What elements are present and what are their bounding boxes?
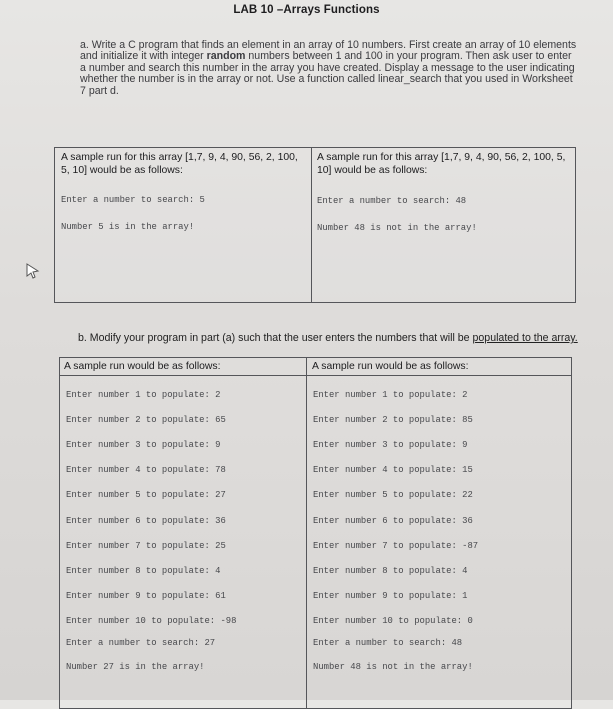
console-line: Enter number 1 to populate: 2 <box>313 390 468 400</box>
console-line: Enter number 10 to populate: -98 <box>66 616 237 626</box>
console-line: Enter number 5 to populate: 27 <box>66 490 226 500</box>
part-a-sample-table <box>54 147 576 303</box>
console-line: Enter number 6 to populate: 36 <box>66 516 226 526</box>
console-line: Enter number 4 to populate: 15 <box>313 465 473 475</box>
console-line: Enter number 8 to populate: 4 <box>313 566 468 576</box>
console-line: Number 48 is not in the array! <box>313 662 473 672</box>
mouse-cursor-icon <box>24 262 42 280</box>
console-line: Enter number 9 to populate: 1 <box>313 591 468 601</box>
console-line: Enter number 5 to populate: 22 <box>313 490 473 500</box>
table-divider <box>311 148 312 302</box>
console-line: Enter number 1 to populate: 2 <box>66 390 221 400</box>
console-line: Enter number 6 to populate: 36 <box>313 516 473 526</box>
part-a-text-end: numbers between 1 and 100 in your program. Then ask user to enter a number and search this number in the array you have created. Display a message to the user indicating whether the number is in the array or not. Use a function called linear_search that you used in Worksheet 7 part d. <box>80 50 575 97</box>
part-b-instructions <box>78 333 578 344</box>
part-a-instructions <box>80 40 580 97</box>
part-a-text: a. Write a C program that finds an element in an array of 10 numbers. First create an array of 10 elements and initialize it with integer <box>80 39 577 63</box>
part-b-underlined-text: populated to the array. <box>472 332 578 344</box>
left-search-prompt: Enter a number to search: 5 <box>61 195 205 205</box>
page-title: LAB 10 –Arrays Functions <box>233 4 380 16</box>
left-sample-header: A sample run for this array [1,7, 9, 4, 90, 56, 2, 100, 5, 10] would be as follows: <box>61 152 298 176</box>
console-line: Enter number 3 to populate: 9 <box>66 440 221 450</box>
left-search-result: Number 5 is in the array! <box>61 222 195 232</box>
console-line: Enter number 2 to populate: 85 <box>313 415 473 425</box>
console-line: Enter number 8 to populate: 4 <box>66 566 221 576</box>
part-b-text: b. Modify your program in part (a) such that the user enters the numbers that will be <box>78 332 473 344</box>
console-line: Enter number 3 to populate: 9 <box>313 440 468 450</box>
table-divider <box>306 358 307 708</box>
left-sample-header: A sample run would be as follows: <box>64 361 221 372</box>
console-line: Enter number 4 to populate: 78 <box>66 465 226 475</box>
console-line: Enter number 9 to populate: 61 <box>66 591 226 601</box>
right-sample-header: A sample run for this array [1,7, 9, 4, 90, 56, 2, 100, 5, 10] would be as follows: <box>317 152 566 176</box>
part-a-bold-word: random <box>206 50 246 63</box>
right-sample-header: A sample run would be as follows: <box>312 361 469 372</box>
right-search-result: Number 48 is not in the array! <box>317 223 477 233</box>
console-line: Number 27 is in the array! <box>66 662 205 672</box>
console-line: Enter number 10 to populate: 0 <box>313 616 473 626</box>
console-line: Enter number 7 to populate: 25 <box>66 541 226 551</box>
console-line: Enter number 7 to populate: -87 <box>313 541 479 551</box>
part-b-sample-table <box>59 357 572 709</box>
header-separator <box>60 375 571 376</box>
console-line: Enter a number to search: 48 <box>313 638 463 648</box>
right-search-prompt: Enter a number to search: 48 <box>317 196 467 206</box>
console-line: Enter number 2 to populate: 65 <box>66 415 226 425</box>
console-line: Enter a number to search: 27 <box>66 638 216 648</box>
